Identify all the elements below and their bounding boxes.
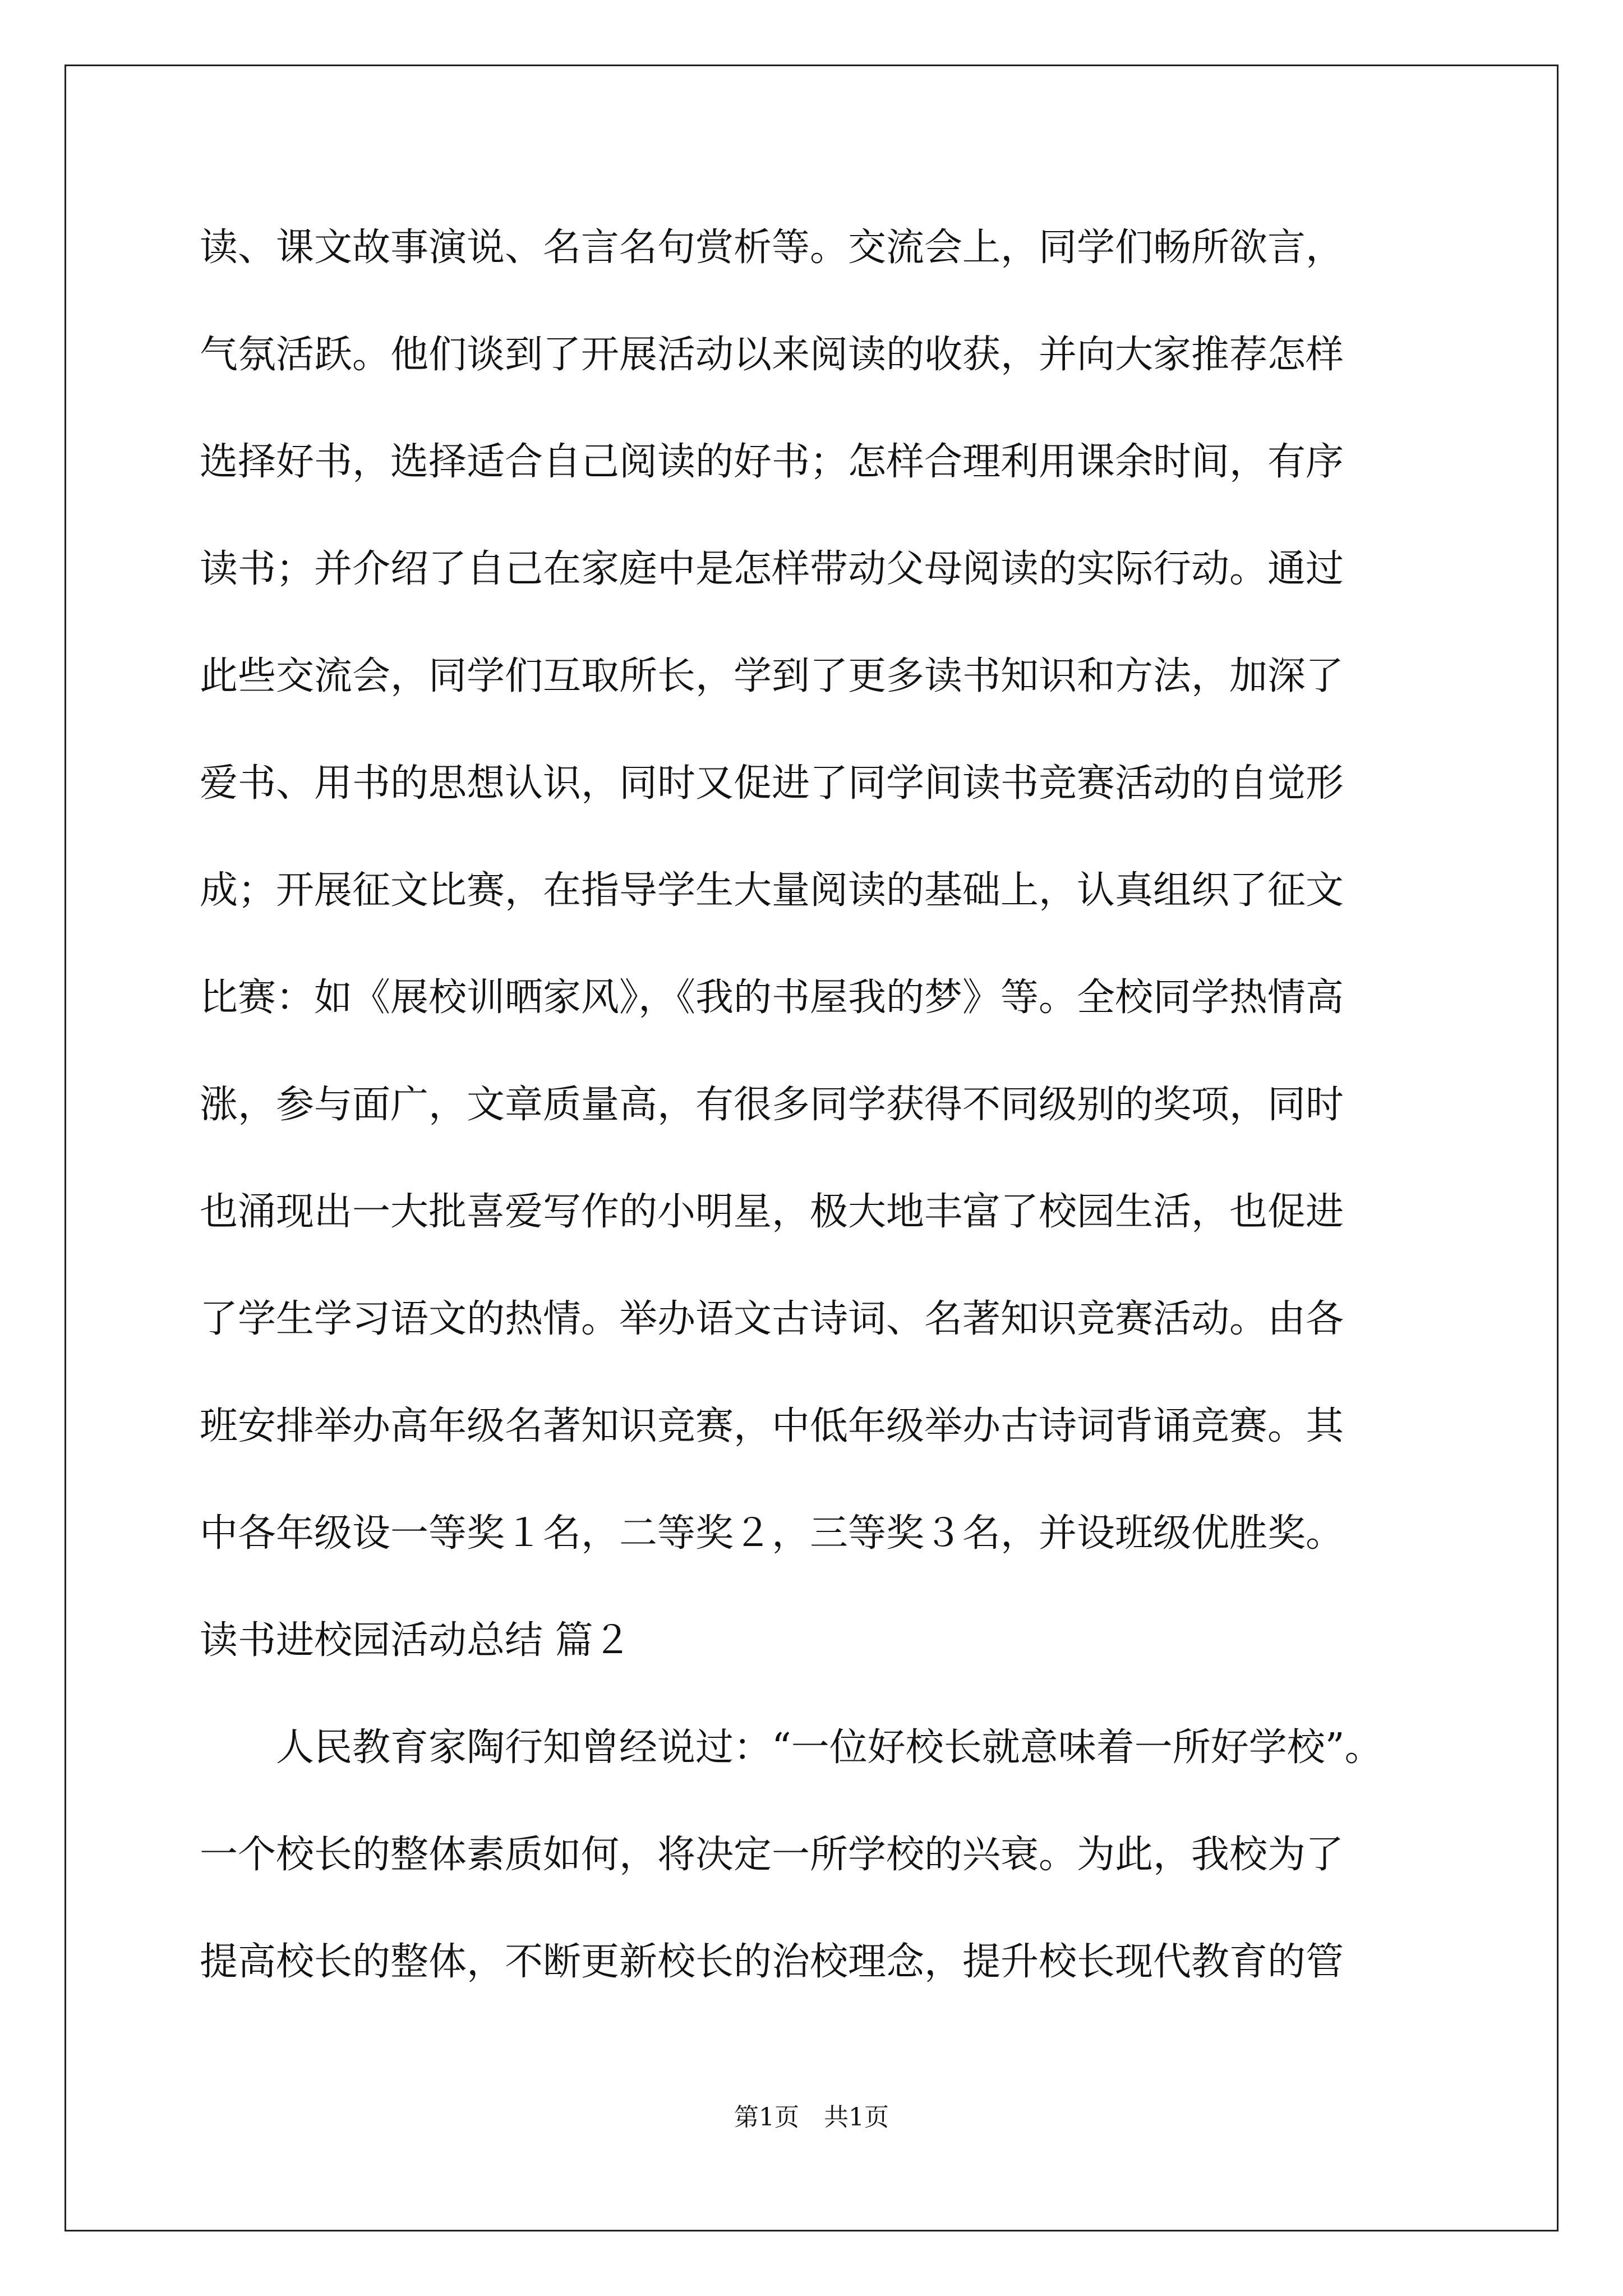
paragraph-line: 人民教育家陶行知曾经说过：“一位好校长就意味着一所好学校”。: [276, 1726, 1383, 1770]
page-footer: 第1页 共1页: [734, 2103, 889, 2132]
paragraph-line: 提高校长的整体，不断更新校长的治校理念，提升校长现代教育的管: [200, 1940, 1344, 1984]
paragraph-line: 也涌现出一大批喜爱写作的小明星，极大地丰富了校园生活，也促进: [200, 1190, 1344, 1234]
paragraph-line: 成；开展征文比赛，在指导学生大量阅读的基础上，认真组织了征文: [200, 868, 1344, 913]
paragraph-line: 了学生学习语文的热情。举办语文古诗词、名著知识竞赛活动。由各: [200, 1297, 1344, 1341]
paragraph-line: 一个校长的整体素质如何，将决定一所学校的兴衰。为此，我校为了: [200, 1833, 1344, 1877]
paragraph-line: 中各年级设一等奖１名，二等奖２，三等奖３名，并设班级优胜奖。: [200, 1511, 1344, 1556]
paragraph-line: 选择好书，选择适合自己阅读的好书；怎样合理利用课余时间，有序: [200, 440, 1344, 484]
section-heading: 读书进校园活动总结 篇２: [200, 1618, 631, 1663]
paragraph-line: 读书；并介绍了自己在家庭中是怎样带动父母阅读的实际行动。通过: [200, 547, 1344, 591]
paragraph-line: 气氛活跃。他们谈到了开展活动以来阅读的收获，并向大家推荐怎样: [200, 333, 1344, 377]
paragraph-line: 比赛：如《展校训晒家风》，《我的书屋我的梦》等。全校同学热情高: [200, 976, 1344, 1020]
paragraph-line: 此些交流会，同学们互取所长，学到了更多读书知识和方法，加深了: [200, 654, 1344, 698]
page-border: [64, 65, 1559, 2231]
paragraph-line: 爱书、用书的思想认识，同时又促进了同学间读书竞赛活动的自觉形: [200, 761, 1344, 806]
paragraph-line: 涨，参与面广，文章质量高，有很多同学获得不同级别的奖项，同时: [200, 1083, 1344, 1127]
paragraph-line: 读、课文故事演说、名言名句赏析等。交流会上，同学们畅所欲言，: [200, 226, 1344, 270]
paragraph-line: 班安排举办高年级名著知识竞赛，中低年级举办古诗词背诵竞赛。其: [200, 1404, 1344, 1448]
